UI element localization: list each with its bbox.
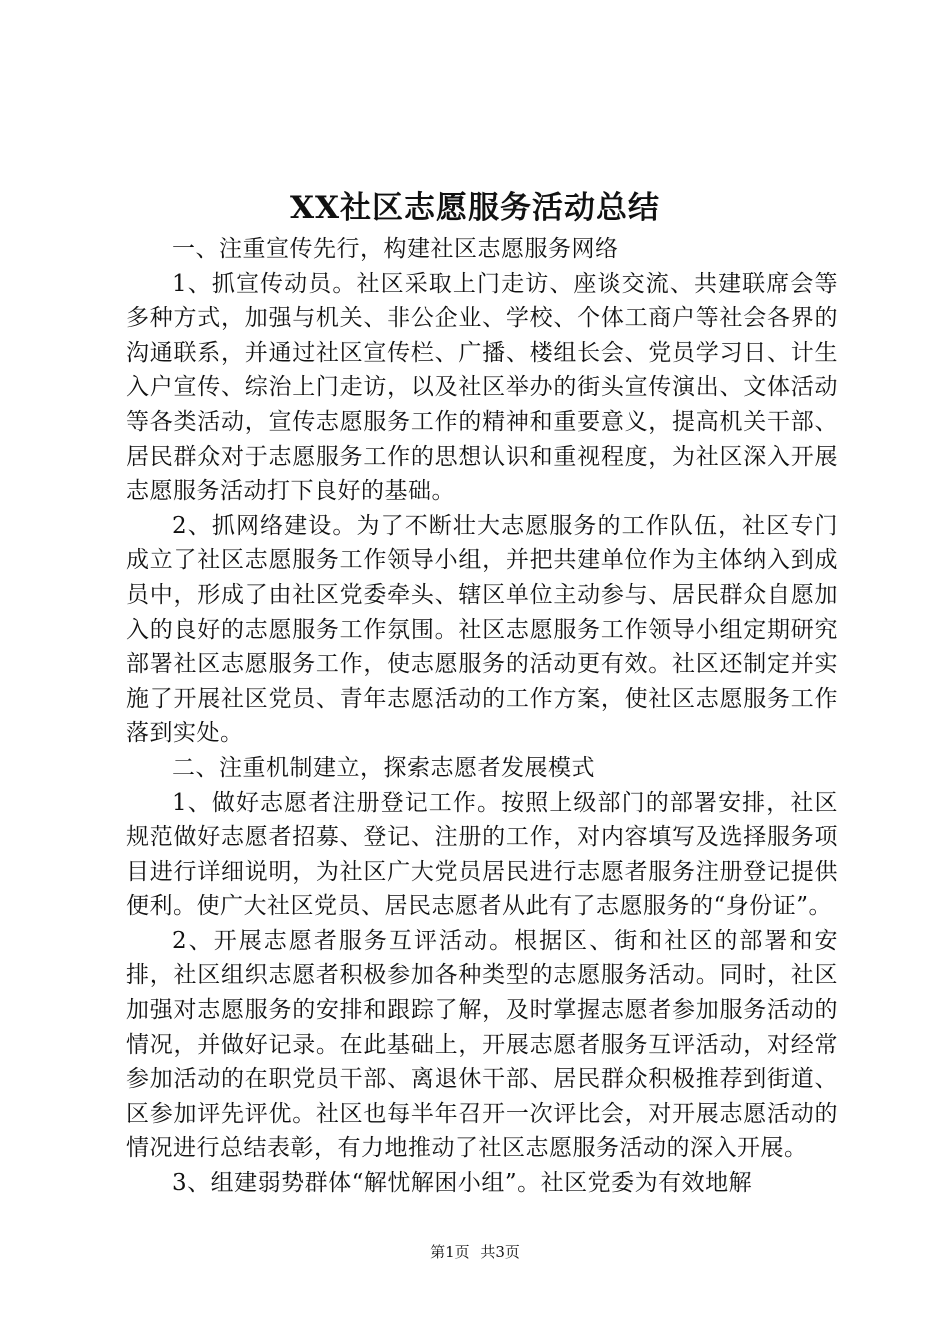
document-title: XX社区志愿服务活动总结 bbox=[289, 190, 661, 226]
page-footer bbox=[0, 1242, 950, 1262]
paragraph: 1、做好志愿者注册登记工作。按照上级部门的部署安排，社区规范做好志愿者招募、登记、注册的工作，对内容填写及选择服务项目进行详细说明，为社区广大党员居民进行志愿者服务注册登记提供便利。使广大社区党员、居民志愿者从此有了志愿服务的“身份证”。 bbox=[126, 789, 838, 920]
paragraph: 2、开展志愿者服务互评活动。根据区、街和社区的部署和安排，社区组织志愿者积极参加各种类型的志愿服务活动。同时，社区加强对志愿服务的安排和跟踪了解，及时掌握志愿者参加服务活动的情况，并做好记录。在此基础上，开展志愿者服务互评活动，对经常参加活动的在职党员干部、离退休干部、居民群众积极推荐到街道、区参加评先评优。社区也每半年召开一次评比会，对开展志愿活动的情况进行总结表彰，有力地推动了社区志愿服务活动的深入开展。 bbox=[126, 927, 838, 1162]
section-heading-1: 一、注重宣传先行，构建社区志愿服务网络 bbox=[172, 236, 619, 262]
page-number: 第1页 bbox=[430, 1243, 470, 1261]
paragraph: 3、组建弱势群体“解忧解困小组”。社区党委为有效地解 bbox=[172, 1170, 753, 1197]
section-heading-2: 二、注重机制建立，探索志愿者发展模式 bbox=[172, 754, 595, 781]
paragraph: 2、抓网络建设。为了不断壮大志愿服务的工作队伍，社区专门成立了社区志愿服务工作领导小组，并把共建单位作为主体纳入到成员中，形成了由社区党委牵头、辖区单位主动参与、居民群众自愿加入的良好的志愿服务工作氛围。社区志愿服务工作领导小组定期研究部署社区志愿服务工作，使志愿服务的活动更有效。社区还制定并实施了开展社区党员、青年志愿活动的工作方案，使社区志愿服务工作落到实处。 bbox=[126, 512, 838, 747]
document-body bbox=[126, 232, 838, 1201]
paragraph: 1、抓宣传动员。社区采取上门走访、座谈交流、共建联席会等多种方式，加强与机关、非公企业、学校、个体工商户等社会各界的沟通联系，并通过社区宣传栏、广播、楼组长会、党员学习日、计生入户宣传、综治上门走访，以及社区举办的街头宣传演出、文体活动等各类活动，宣传志愿服务工作的精神和重要意义，提高机关干部、居民群众对于志愿服务工作的思想认识和重视程度，为社区深入开展志愿服务活动打下良好的基础。 bbox=[126, 270, 838, 505]
page-total: 共3页 bbox=[480, 1243, 520, 1261]
